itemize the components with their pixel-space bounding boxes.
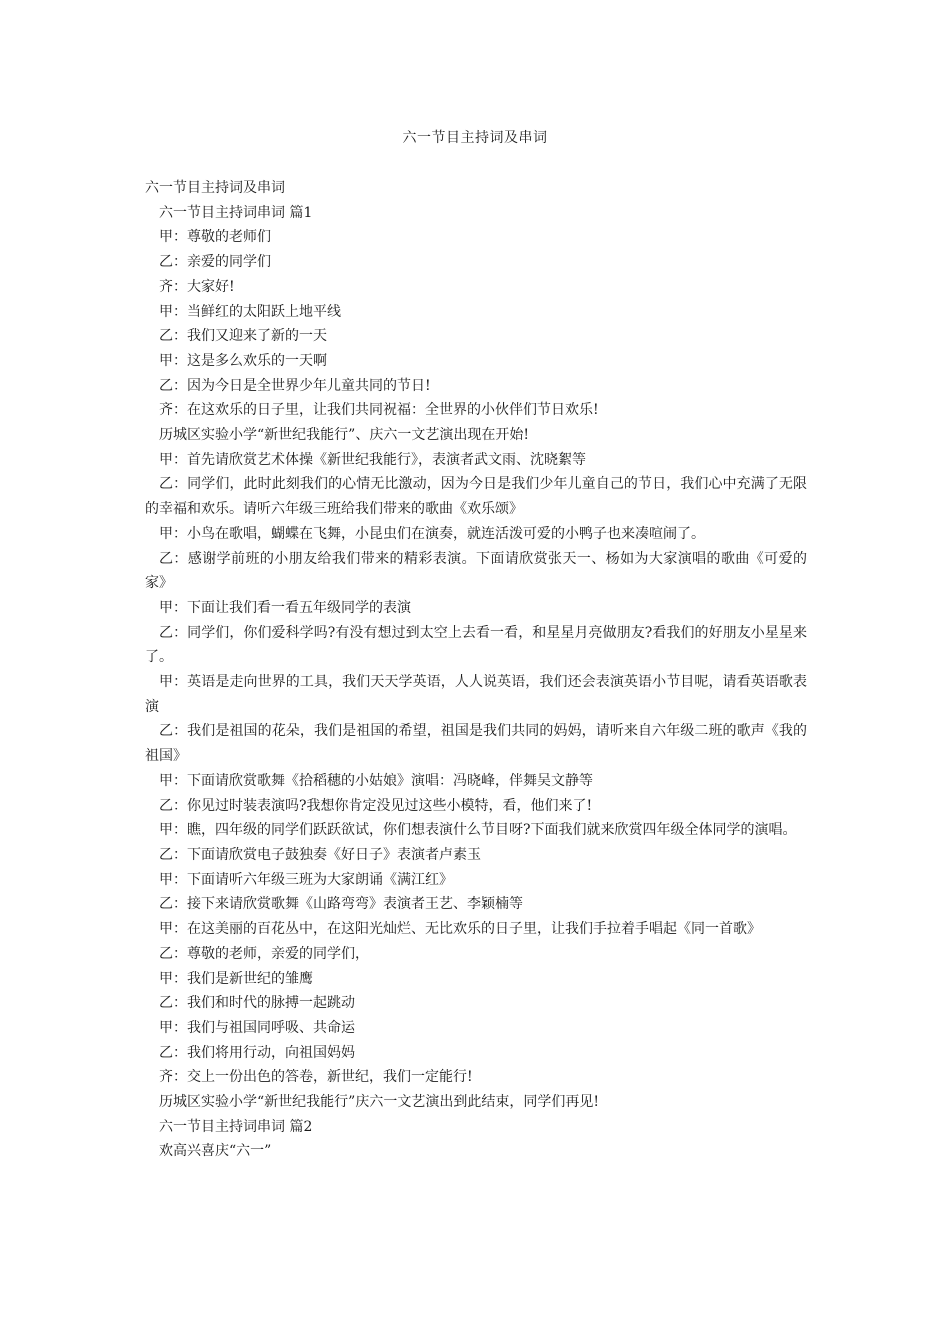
paragraph: 甲：小鸟在歌唱，蝴蝶在飞舞，小昆虫们在演奏，就连活泼可爱的小鸭子也来凑喧闹了。 <box>159 525 705 542</box>
paragraph: 六一节目主持词串词 篇2 <box>159 1118 313 1135</box>
paragraph: 乙：下面请欣赏电子鼓独奏《好日子》表演者卢素玉 <box>159 846 481 863</box>
paragraph: 乙：我们将用行动，向祖国妈妈 <box>159 1044 355 1061</box>
paragraph: 甲：我们与祖国同呼吸、共命运 <box>159 1019 355 1036</box>
paragraph: 齐：在这欢乐的日子里，让我们共同祝福：全世界的小伙伴们节日欢乐! <box>159 402 599 419</box>
paragraph: 齐：交上一份出色的答卷，新世纪，我们一定能行! <box>159 1069 473 1086</box>
paragraph: 乙：你见过时装表演吗?我想你肯定没见过这些小模特，看，他们来了! <box>159 797 593 814</box>
paragraph: 历城区实验小学“新世纪我能行”庆六一文艺演出到此结束，同学们再见! <box>159 1094 599 1111</box>
paragraph: 甲：尊敬的老师们 <box>159 229 271 246</box>
paragraph: 甲：当鲜红的太阳跃上地平线 <box>159 303 341 320</box>
paragraph: 甲：首先请欣赏艺术体操《新世纪我能行》，表演者武文雨、沈晓絮等 <box>159 451 586 468</box>
paragraph: 乙：我们和时代的脉搏一起跳动 <box>159 995 355 1012</box>
paragraph: 乙：我们又迎来了新的一天 <box>159 328 327 345</box>
paragraph: 乙：因为今日是全世界少年儿童共同的节日! <box>159 377 431 394</box>
paragraph: 乙：接下来请欣赏歌舞《山路弯弯》表演者王艺、李颖楠等 <box>159 896 523 913</box>
paragraph: 甲：瞧，四年级的同学们跃跃欲试，你们想表演什么节目呀?下面我们就来欣赏四年级全体同学的演唱。 <box>159 822 797 839</box>
paragraph: 甲：下面让我们看一看五年级同学的表演 <box>159 599 411 616</box>
paragraph: 乙：同学们，你们爱科学吗?有没有想过到太空上去看一看，和星星月亮做朋友?看我们的好朋友小星星来了。 <box>145 624 807 666</box>
document-title: 六一节目主持词及串词 <box>402 130 548 146</box>
paragraph: 欢高兴喜庆“六一” <box>159 1143 272 1160</box>
paragraph: 齐：大家好! <box>159 278 235 295</box>
paragraph: 甲：下面请欣赏歌舞《拾稻穗的小姑娘》演唱：冯晓峰，伴舞吴文静等 <box>159 772 593 789</box>
paragraph: 历城区实验小学“新世纪我能行”、庆六一文艺演出现在开始! <box>159 427 529 444</box>
paragraph: 甲：我们是新世纪的雏鹰 <box>159 970 313 987</box>
paragraph: 乙：尊敬的老师，亲爱的同学们， <box>159 945 369 962</box>
paragraph: 甲：英语是走向世界的工具，我们天天学英语，人人说英语，我们还会表演英语小节目呢，请看英语歌表演 <box>145 674 807 715</box>
paragraph: 甲：下面请听六年级三班为大家朗诵《满江红》 <box>159 871 453 888</box>
paragraph: 甲：这是多么欢乐的一天啊 <box>159 352 327 369</box>
paragraph: 乙：同学们，此时此刻我们的心情无比激动，因为今日是我们少年儿童自己的节日，我们心中充满了无限的幸福和欢乐。请听六年级三班给我们带来的歌曲《欢乐颂》 <box>145 476 807 518</box>
paragraph: 乙：我们是祖国的花朵，我们是祖国的希望，祖国是我们共同的妈妈，请听来自六年级二班的歌声《我的祖国》 <box>145 723 807 765</box>
paragraph: 甲：在这美丽的百花丛中，在这阳光灿烂、无比欢乐的日子里，让我们手拉着手唱起《同一首歌》 <box>159 921 761 938</box>
paragraph: 乙：感谢学前班的小朋友给我们带来的精彩表演。下面请欣赏张天一、杨如为大家演唱的歌曲《可爱的家》 <box>145 550 807 592</box>
document-body <box>145 176 807 1164</box>
paragraph: 六一节目主持词串词 篇1 <box>159 204 313 221</box>
paragraph: 乙：亲爱的同学们 <box>159 254 271 271</box>
document-heading: 六一节目主持词及串词 <box>145 180 285 196</box>
